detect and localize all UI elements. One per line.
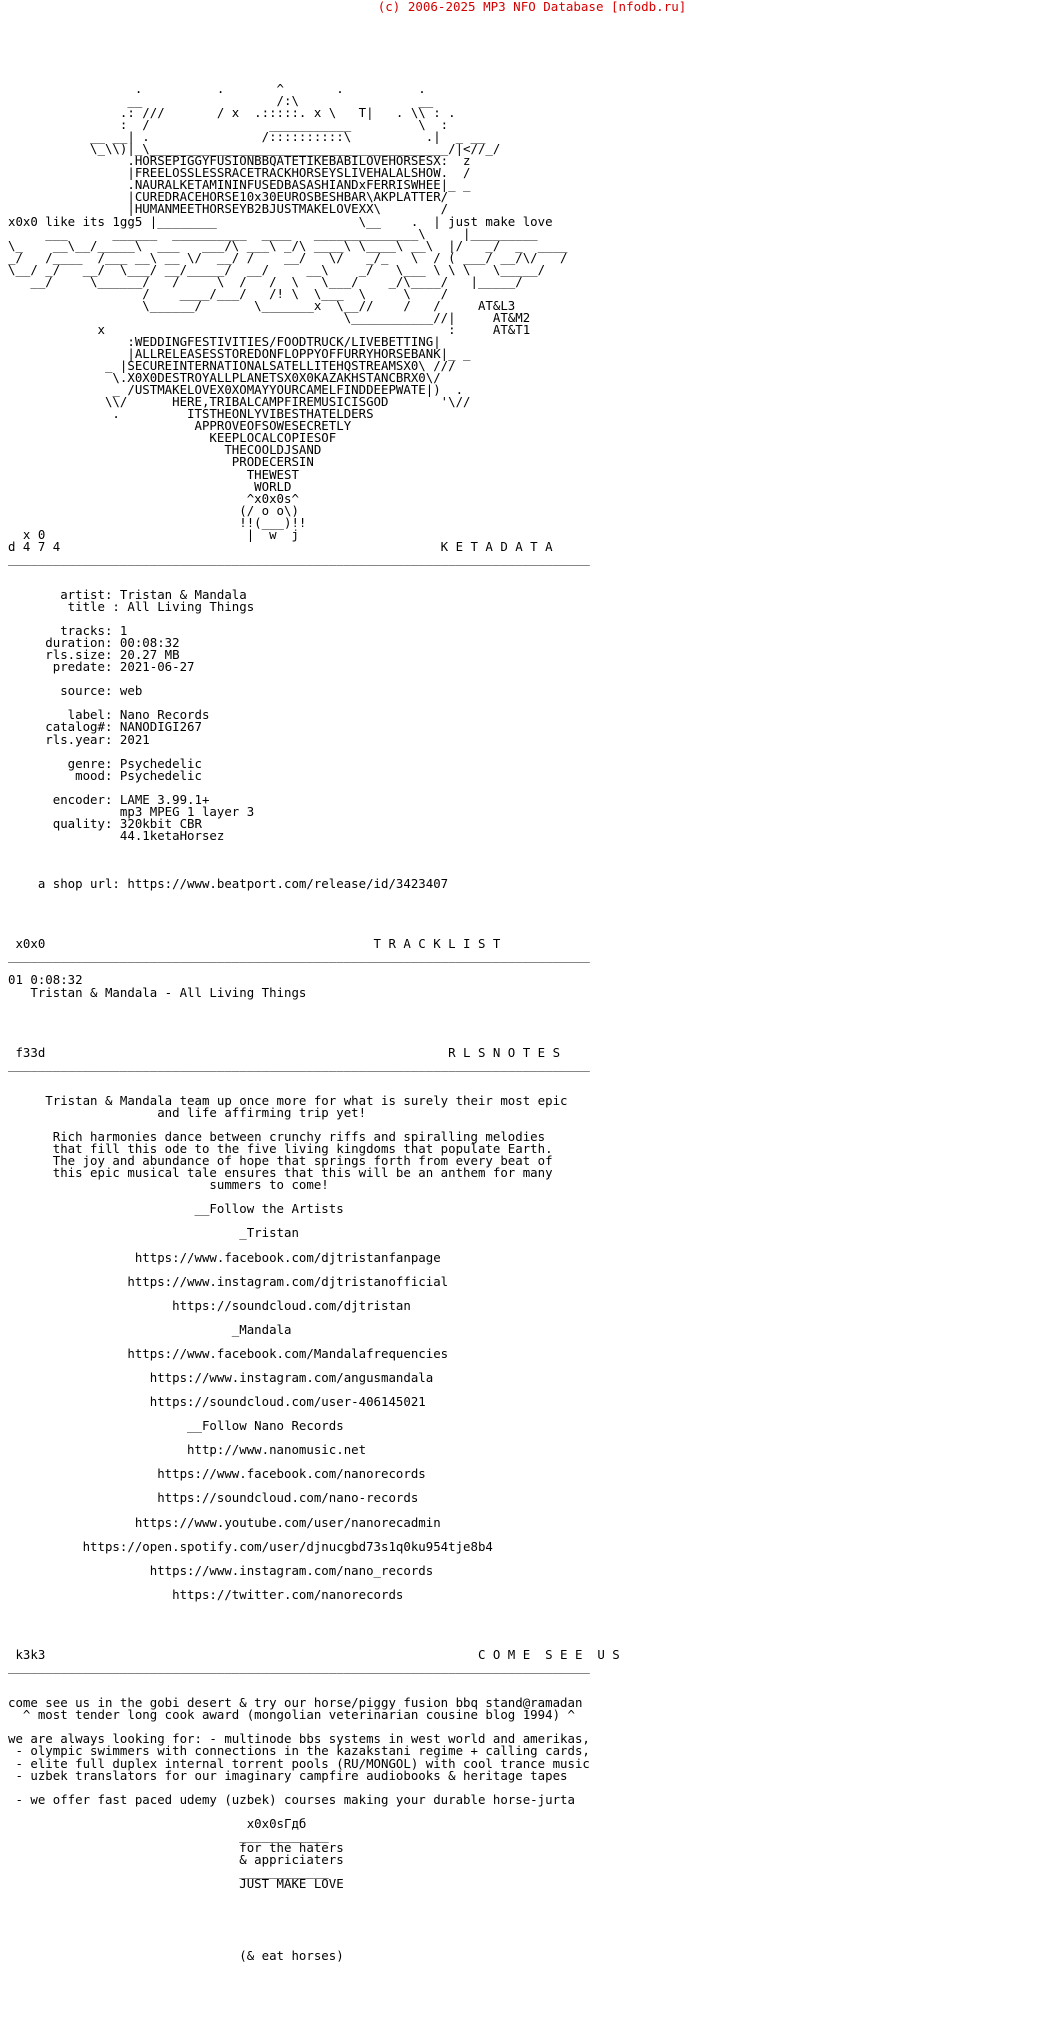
nfo-line: __Follow the Artists — [8, 1201, 344, 1217]
nfo-line: come see us in the gobi desert & try our horse/piggy fusion bbq stand@ramadan — [8, 1695, 583, 1711]
nfo-line: x0x0 like its 1gg5 |________ \__ . | just make love — [8, 213, 553, 229]
nfo-line: WORLD — [8, 478, 292, 494]
nfo-line: \_\\)|_\________________________________________/|<//_/ — [8, 141, 501, 157]
nfo-line: _/ /____ /___ __\ __ \/ __/ / __/ \/ _/_ \ / ( ___/ __/\/ / — [8, 249, 568, 265]
nfo-line: Tristan & Mandala team up once more for what is surely their most epic — [8, 1092, 568, 1108]
nfo-line: title : All Living Things — [8, 599, 255, 615]
nfo-line: encoder: LAME 3.99.1+ — [8, 791, 210, 807]
nfo-line: THECOOLDJSAND — [8, 442, 322, 458]
site-header: (c) 2006-2025 MP3 NFO Database [nfodb.ru] — [377, 0, 687, 14]
nfo-line: rls.size: 20.27 MB — [8, 647, 180, 663]
nfo-line: / ____/___/ /! \ \___ \ \ / — [8, 285, 449, 301]
nfo-line: https://soundcloud.com/djtristan — [8, 1297, 411, 1313]
nfo-line: APPROVEOFSOWESECRETLY — [8, 418, 352, 434]
nfo-line: KEEPLOCALCOPIESOF — [8, 430, 337, 446]
nfo-line: source: web — [8, 683, 143, 699]
nfo-line: https://www.instagram.com/djtristanofficial — [8, 1273, 449, 1289]
nfo-line: x0x0sГдб — [8, 1815, 307, 1831]
nfo-line: genre: Psychedelic — [8, 755, 202, 771]
nfo-line: ^x0x0s^ — [8, 490, 299, 506]
nfo-line: rls.year: 2021 — [8, 731, 150, 747]
nfo-line: x0x0 T R A C K L I S T — [8, 936, 501, 952]
nfo-line: - we offer fast paced udemy (uzbek) courses making your durable horse-jurta — [8, 1791, 575, 1807]
nfo-line: we are always looking for: - multinode bbs systems in west world and amerikas, — [8, 1731, 590, 1747]
nfo-line: ______________________________________________________________________________ — [8, 948, 590, 964]
nfo-line: summers to come! — [8, 1177, 329, 1193]
nfo-line: _Tristan — [8, 1225, 299, 1241]
nfo-line: \__/ _/ __/ \___/ __/_____/ __/ __\ _/ \___ \ \ \ \_____/ — [8, 261, 546, 277]
nfo-line: \_ __\__/_____\ ___ ___/\ ___\ _/\ ____\ \____\ __\ |/ _/ _ ____ — [8, 237, 568, 253]
nfo-line: https://www.instagram.com/nano_records — [8, 1562, 434, 1578]
nfo-line: and life affirming trip yet! — [8, 1104, 367, 1120]
nfo-line: tracks: 1 — [8, 623, 128, 639]
nfo-line: |CUREDRACEHORSE10x30EUROSBESHBAR\AKPLATTER/ — [8, 189, 449, 205]
nfo-line: artist: Tristan & Mandala — [8, 586, 247, 602]
nfo-line: PRODECERSIN — [8, 454, 314, 470]
nfo-line: k3k3 C O M E S E E U S — [8, 1647, 620, 1663]
nfo-line: label: Nano Records — [8, 707, 210, 723]
nfo-line: (& eat horses) — [8, 1948, 344, 1964]
nfo-line: .NAURALKETAMININFUSEDBASASHIANDxFERRISWHEE|_ _ — [8, 177, 471, 193]
nfo-line: . ITSTHEONLYVIBESTHATELDERS — [8, 406, 374, 422]
nfo-line: a shop url: https://www.beatport.com/release/id/3423407 — [8, 876, 449, 892]
nfo-line: _Mandala — [8, 1321, 292, 1337]
nfo-line: mood: Psychedelic — [8, 767, 202, 783]
nfo-line: __/ \______/ / \ / / \ \___/ _/\____/ |_____/ — [8, 273, 523, 289]
nfo-line: 01 0:08:32 — [8, 972, 83, 988]
nfo-line: (/ o o\) — [8, 502, 299, 518]
nfo-line: ______________________________________________________________________________ — [8, 1056, 590, 1072]
nfo-line: ___ ______ __________ ____ ______________\ |_________ — [8, 225, 538, 241]
nfo-line: d 4 7 4 K E T A D A T A — [8, 538, 553, 554]
nfo-line: https://soundcloud.com/user-406145021 — [8, 1394, 426, 1410]
nfo-line: that fill this ode to the five living kingdoms that populate Earth. — [8, 1141, 553, 1157]
nfo-line: ^ most tender long cook award (mongolian veterinarian cousine blog 1994) ^ — [8, 1707, 575, 1723]
nfo-line: ____________ — [8, 1863, 329, 1879]
nfo-line: https://twitter.com/nanorecords — [8, 1586, 404, 1602]
nfo-line: ____________ — [8, 1827, 329, 1843]
nfo-line: \\/ HERE,TRIBALCAMPFIREMUSICISGOD '\// — [8, 394, 471, 410]
nfo-line: |HUMANMEETHORSEYB2BJUSTMAKELOVEXX\ / — [8, 201, 449, 217]
nfo-line: The joy and abundance of hope that springs forth from every beat of — [8, 1153, 553, 1169]
nfo-line: http://www.nanomusic.net — [8, 1442, 367, 1458]
nfo-line: Rich harmonies dance between crunchy riffs and spiralling melodies — [8, 1129, 546, 1145]
nfo-line: https://www.facebook.com/nanorecords — [8, 1466, 426, 1482]
nfo-line: duration: 00:08:32 — [8, 635, 180, 651]
nfo-line: - elite full duplex internal torrent pools (RU/MONGOL) with cool trance music — [8, 1755, 590, 1771]
nfo-line: THEWEST — [8, 466, 299, 482]
nfo-line: - uzbek translators for our imaginary campfire audiobooks & heritage tapes — [8, 1767, 568, 1783]
nfo-line: mp3 MPEG 1 layer 3 — [8, 803, 255, 819]
nfo-text — [8, 83, 620, 1962]
nfo-line: this epic musical tale ensures that this will be an anthem for many — [8, 1165, 553, 1181]
nfo-line: \.X0X0DESTROYALLPLANETSX0X0KAZAKHSTANCBRX0\/ — [8, 370, 441, 386]
nfo-line: https://www.instagram.com/angusmandala — [8, 1370, 434, 1386]
nfo-line: |ALLRELEASESSTOREDONFLOPPYOFFURRYHORSEBANK|_ _ — [8, 346, 471, 362]
nfo-line: JUST MAKE LOVE — [8, 1875, 344, 1891]
nfo-line: & appriciaters — [8, 1851, 344, 1867]
nfo-line: predate: 2021-06-27 — [8, 659, 195, 675]
nfo-line: __Follow Nano Records — [8, 1418, 344, 1434]
nfo-line: \___________//| AT&M2 — [8, 309, 531, 325]
nfo-line: . . ^ . . — [8, 81, 426, 96]
nfo-line: quality: 320kbit CBR — [8, 815, 202, 831]
nfo-line: x : AT&T1 — [8, 321, 531, 337]
nfo-line: |FREELOSSLESSRACETRACKHORSEYSLIVEHALALSHOW. / — [8, 165, 471, 181]
nfo-line: :WEDDINGFESTIVITIES/FOODTRUCK/LIVEBETTING| — [8, 333, 441, 349]
nfo-line: \______/ \_______x \__// / / AT&L3 — [8, 297, 516, 313]
nfo-line: _ |SECUREINTERNATIONALSATELLITEHQSTREAMSX0\ /// — [8, 358, 456, 374]
nfo-line: https://www.youtube.com/user/nanorecadmin — [8, 1514, 441, 1530]
nfo-line: .HORSEPIGGYFUSIONBBQATETIKEBABILOVEHORSESX: z — [8, 153, 471, 169]
nfo-line: ______________________________________________________________________________ — [8, 550, 590, 566]
nfo-line: for the haters — [8, 1839, 344, 1855]
nfo-line: https://open.spotify.com/user/djnucgbd73s1q0ku954tje8b4 — [8, 1538, 493, 1554]
nfo-line: _ /USTMAKELOVEX0XOMAYYOURCAMELFINDDEEPWATE|) . — [8, 382, 464, 398]
nfo-line: : / ___________ \ : — [8, 117, 449, 133]
nfo-line: !!(___)!! — [8, 514, 307, 530]
nfo-line: 44.1ketaHorsez — [8, 827, 225, 843]
nfo-line: .: /// / x .:::::. x \ T| . \\ : . — [8, 105, 456, 121]
nfo-line: Tristan & Mandala - All Living Things — [8, 984, 307, 1000]
nfo-line: __ /:\ __ — [8, 93, 434, 109]
nfo-line: f33d R L S N O T E S — [8, 1044, 561, 1060]
nfo-line: https://soundcloud.com/nano-records — [8, 1490, 419, 1506]
nfo-line: https://www.facebook.com/Mandalafrequencies — [8, 1345, 449, 1361]
nfo-line: catalog#: NANODIGI267 — [8, 719, 202, 735]
nfo-line: x 0 | w j — [8, 526, 299, 542]
nfo-line: - olympic swimmers with connections in the kazakstani regime + calling cards, — [8, 1743, 590, 1759]
nfo-line: https://www.facebook.com/djtristanfanpage — [8, 1249, 441, 1265]
nfo-line: ______________________________________________________________________________ — [8, 1659, 590, 1675]
nfo-line: __ __| . /::::::::::\ .| _ __ — [8, 129, 486, 145]
